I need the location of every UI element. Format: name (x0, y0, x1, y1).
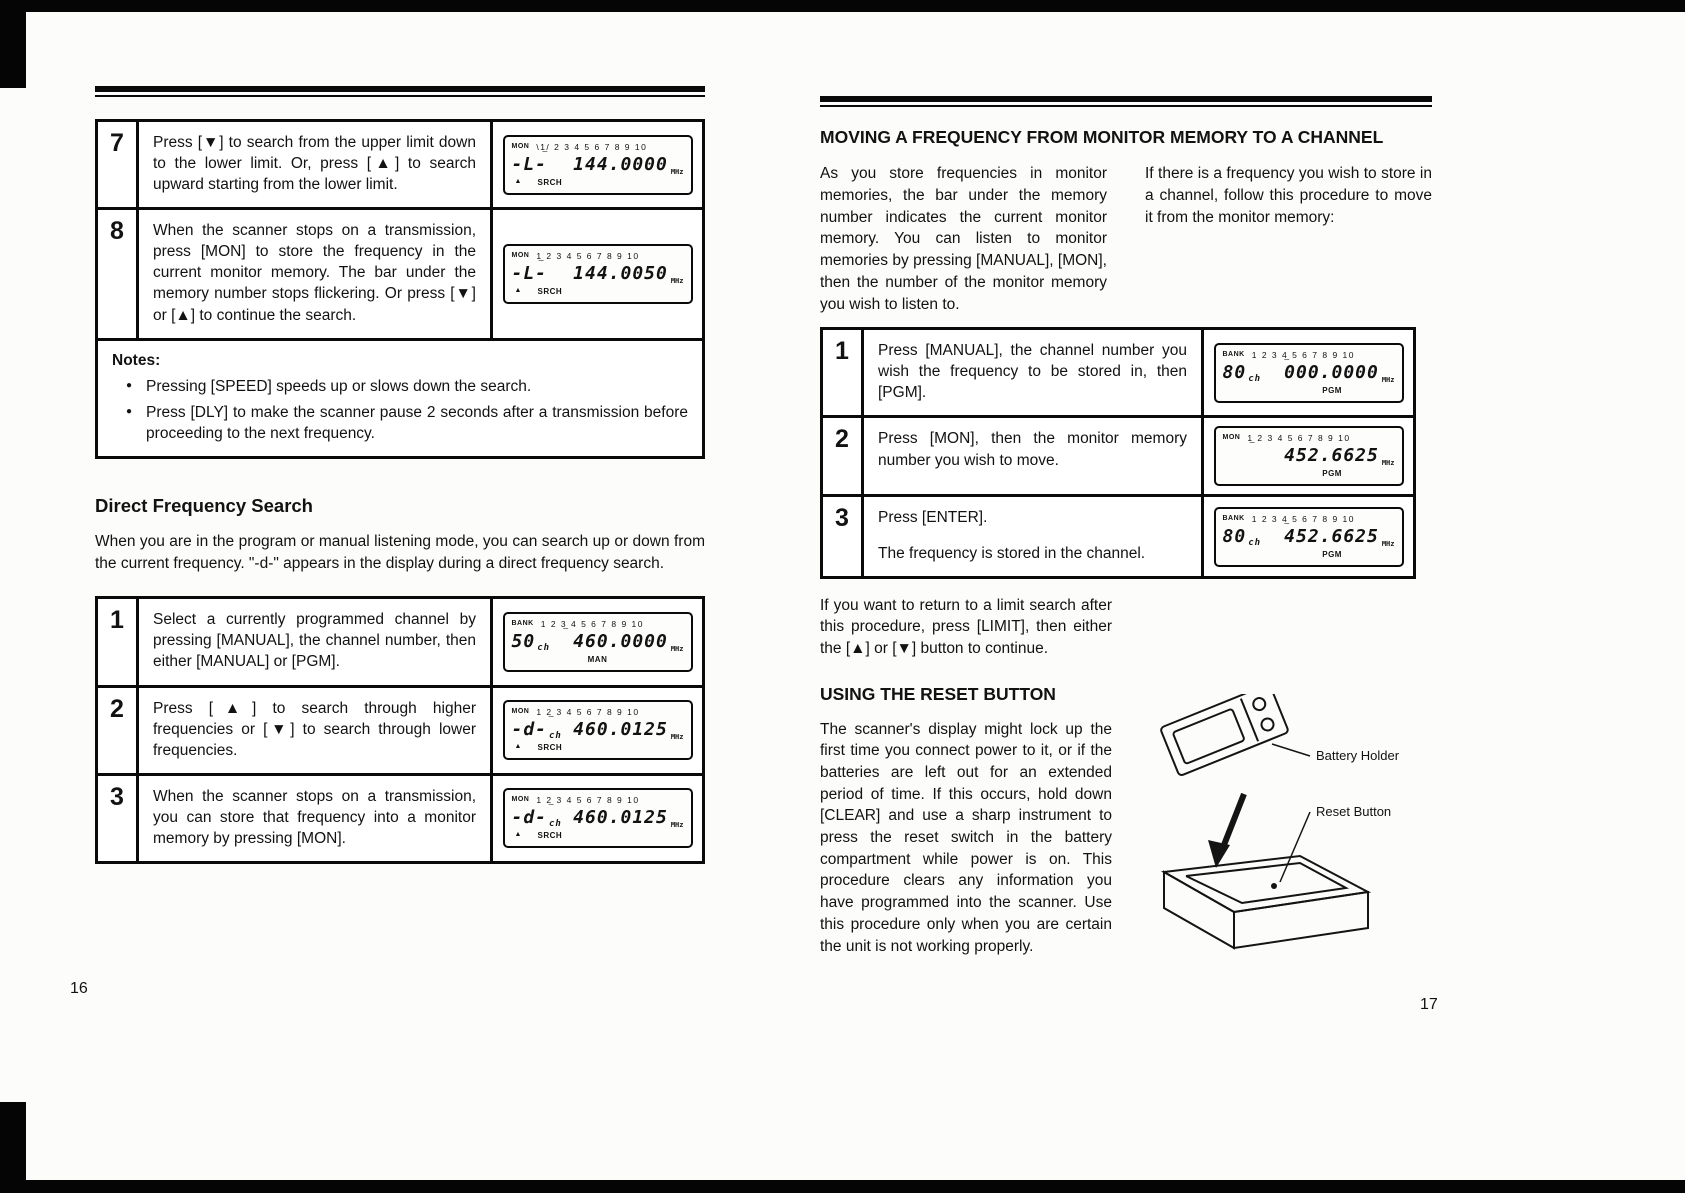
step-number: 3 (98, 776, 139, 861)
lcd-indicator-row (512, 707, 684, 719)
note-text: Pressing [SPEED] speeds up or slows down the search. (146, 377, 532, 395)
note-item (112, 402, 688, 444)
reset-button-label: Reset Button (1316, 804, 1392, 819)
lcd-cell (490, 776, 702, 861)
lcd-mhz-label: MHz (1381, 539, 1395, 548)
lcd-memory-scale: 1 2 3 4̲ 5 6 7 8 9 10 (1251, 349, 1355, 360)
step-number: 7 (98, 122, 139, 207)
page-rule-thick (95, 86, 705, 92)
lcd-mode-row (512, 743, 684, 754)
lcd-display (1214, 343, 1404, 403)
lcd-mode-label: PGM (1322, 549, 1342, 559)
lcd-mode-row (1223, 386, 1395, 397)
lcd-mon-indicator: MON (1222, 434, 1241, 442)
lcd-bank-indicator: BANK (1222, 350, 1245, 358)
section-heading-direct-frequency-search: Direct Frequency Search (95, 494, 313, 516)
battery-holder-label: Battery Holder (1316, 748, 1400, 763)
lcd-up-arrow-icon: ▲ (514, 831, 522, 839)
lcd-ch-label: ch (537, 642, 551, 653)
lcd-prefix: -L- (511, 153, 548, 175)
bullet-icon: ● (126, 405, 133, 417)
step-row-1 (98, 599, 702, 687)
lcd-mhz-label: MHz (670, 733, 684, 742)
lcd-memory-scale: \1̲/ 2 3 4 5 6 7 8 9 10 (536, 141, 648, 152)
section-heading-reset-button: USING THE RESET BUTTON (820, 683, 1056, 704)
lcd-mon-indicator: MON (511, 251, 530, 259)
lcd-cell (490, 599, 702, 684)
lcd-mhz-label: MHz (1381, 459, 1395, 468)
step-number: 3 (823, 497, 864, 575)
lcd-frequency: 452.6625 (1284, 445, 1379, 467)
lcd-indicator-row (1223, 433, 1395, 445)
lcd-frequency-readout (512, 807, 684, 831)
step-instructions (864, 497, 1201, 575)
lcd-frequency: 460.0125 (573, 719, 668, 741)
step-number: 2 (823, 418, 864, 494)
step-instructions: Select a currently programmed channel by pressing [MANUAL], the channel number, then either [MANUAL] or [PGM]. (153, 611, 476, 671)
limit-search-return-paragraph: If you want to return to a limit search after this procedure, press [LIMIT], then either the [▲] or [▼] button to continue. (820, 596, 1112, 657)
section-intro-paragraph: When you are in the program or manual listening mode, you can search up or down from the current frequency. "-d-" appears in the display during a direct frequency search. (95, 532, 705, 572)
lcd-frequency-readout (512, 631, 684, 655)
lcd-display (503, 135, 693, 195)
reset-button-paragraph: The scanner's display might lock up the first time you connect power to it, or if the batteries are left out for an extended period of time. If this occurs, hold down [CLEAR] and use a sharp instrument to press the reset switch in the battery compartment while power is on. This procedure clears any information you have programmed into the scanner. Use this procedure only when you are certain the unit is not working properly. (820, 720, 1112, 955)
intro-column-1: As you store frequencies in monitor memories, the bar under the memory number indicates the current monitor memory. You can listen to monitor memories by pressing [MANUAL], [MON], then the number of the monitor memory you wish to listen to. (820, 165, 1107, 313)
lcd-up-arrow-icon: ▲ (514, 743, 522, 751)
step-text-line-2: The frequency is stored in the channel. (878, 544, 1146, 562)
lcd-ch-label: ch (1248, 537, 1262, 548)
lcd-mhz-label: MHz (670, 276, 684, 285)
lcd-cell (490, 122, 702, 207)
lcd-ch-label: ch (549, 731, 562, 742)
lcd-ch-label: ch (1248, 373, 1262, 384)
lcd-mon-indicator: MON (511, 142, 530, 150)
lcd-ch-label: ch (549, 819, 562, 830)
lcd-up-arrow-icon: ▲ (514, 286, 522, 294)
step-row-3 (823, 497, 1413, 575)
lcd-indicator-row (1223, 350, 1395, 362)
lcd-mode-label: SRCH (537, 286, 563, 296)
lcd-mode-label: SRCH (537, 177, 563, 187)
lcd-mode-row (512, 287, 684, 298)
step-instructions: Press [▲] to search through higher frequencies or [▼] to search through lower frequencies. (153, 699, 476, 759)
lcd-memory-scale: 1̲ 2 3 4 5 6 7 8 9 10 (1247, 433, 1351, 444)
lcd-mode-label: MAN (587, 654, 608, 664)
manual-page-16 (95, 86, 705, 864)
step-row-8 (98, 210, 702, 340)
lcd-frequency: 460.0000 (573, 630, 668, 652)
lcd-frequency-readout (1223, 526, 1395, 550)
step-text-line-1: Press [ENTER]. (878, 509, 988, 527)
notes-section (98, 341, 702, 456)
scanner-line-drawing (1160, 694, 1368, 948)
lcd-mode-label: SRCH (537, 831, 563, 841)
bullet-icon: ● (126, 379, 133, 391)
lcd-frequency: 452.6625 (1284, 525, 1379, 547)
lcd-display (503, 244, 693, 304)
lcd-mode-label: SRCH (537, 743, 563, 753)
note-text: Press [DLY] to make the scanner pause 2 seconds after a transmission before proceeding to the next frequency. (146, 403, 688, 442)
step-instructions: Press [▼] to search from the upper limit down to the lower limit. Or, press [▲] to search upward starting from the lower limit. (153, 134, 476, 194)
lcd-cell (1201, 497, 1413, 575)
step-instructions: When the scanner stops on a transmission, you can store that frequency into a monitor memory by pressing [MON]. (153, 787, 476, 847)
step-row-3 (98, 776, 702, 861)
lcd-mode-row (512, 831, 684, 842)
page-number-right: 17 (1420, 996, 1438, 1013)
lcd-frequency-readout (1223, 445, 1395, 469)
lcd-display (503, 612, 693, 672)
scan-edge-left-bottom (0, 1102, 26, 1193)
page-rule-thin (95, 95, 705, 97)
scan-edge-bottom (0, 1180, 1685, 1193)
lcd-display (503, 700, 693, 760)
lcd-mon-indicator: MON (511, 796, 530, 804)
lcd-frequency-readout (512, 263, 684, 287)
lcd-up-arrow-icon: ▲ (514, 177, 522, 185)
lcd-mhz-label: MHz (670, 821, 684, 830)
step-instructions: Press [MANUAL], the channel number you wish the frequency to be stored in, then [PGM]. (878, 342, 1187, 402)
intro-column-2: If there is a frequency you wish to store in a channel, follow this procedure to move it from the monitor memory: (1145, 165, 1432, 226)
lcd-frequency: 460.0125 (573, 807, 668, 829)
lcd-channel-number: 50 (511, 630, 536, 652)
step-row-2 (98, 688, 702, 776)
lcd-frequency-readout (512, 719, 684, 743)
lcd-mhz-label: MHz (670, 644, 684, 653)
step-number: 2 (98, 688, 139, 773)
step-row-1 (823, 330, 1413, 418)
lcd-memory-scale: 1̲ 2 3 4 5 6 7 8 9 10 (536, 250, 640, 261)
lcd-channel-number: 80 (1222, 361, 1247, 383)
two-column-intro (820, 163, 1432, 315)
lcd-memory-scale: 1 2̲ 3 4 5 6 7 8 9 10 (536, 707, 640, 718)
lcd-frequency: 144.0000 (573, 153, 668, 175)
lcd-mon-indicator: MON (511, 708, 530, 716)
lcd-bank-indicator: BANK (511, 619, 534, 627)
lcd-prefix: -d- (511, 719, 548, 741)
lcd-mode-label: PGM (1322, 469, 1342, 479)
lcd-mode-label: PGM (1322, 385, 1342, 395)
lcd-prefix: -L- (511, 262, 548, 284)
page-rule-thick (820, 96, 1432, 102)
lcd-frequency-readout (1223, 362, 1395, 386)
lcd-indicator-row (512, 251, 684, 263)
page-number-left: 16 (70, 980, 88, 997)
lcd-memory-scale: 1 2̲ 3 4 5 6 7 8 9 10 (536, 795, 640, 806)
lcd-mode-row (512, 178, 684, 189)
move-frequency-steps-table (820, 327, 1416, 578)
step-row-7 (98, 122, 702, 210)
lcd-frequency: 144.0050 (573, 262, 668, 284)
lcd-mode-row (1223, 550, 1395, 561)
page-rule-thin (820, 105, 1432, 107)
reset-illustration (1122, 694, 1456, 956)
lcd-display (1214, 426, 1404, 486)
scan-edge-top (0, 0, 1685, 12)
step-number: 1 (98, 599, 139, 684)
step-number: 8 (98, 210, 139, 337)
lcd-memory-scale: 1 2 3 4̲ 5 6 7 8 9 10 (1251, 513, 1355, 524)
lcd-bank-indicator: BANK (1222, 514, 1245, 522)
lcd-frequency: 000.0000 (1284, 361, 1379, 383)
manual-page-17 (820, 96, 1432, 957)
step-instructions: Press [MON], then the monitor memory number you wish to move. (878, 430, 1187, 469)
lcd-display (503, 788, 693, 848)
lcd-memory-scale: 1 2 3̲ 4 5 6 7 8 9 10 (540, 618, 644, 629)
note-item (112, 376, 688, 397)
lcd-frequency-readout (512, 154, 684, 178)
lcd-cell (1201, 330, 1413, 415)
step-instructions: When the scanner stops on a transmission, press [MON] to store the frequency in the current monitor memory. The bar under the memory number stops flickering. Or press [▼] or [▲] to continue the search. (153, 222, 476, 324)
section-heading-moving-frequency: MOVING A FREQUENCY FROM MONITOR MEMORY TO A CHANNEL (820, 127, 1384, 147)
direct-search-steps-table (95, 596, 705, 864)
lcd-mode-row (512, 655, 684, 666)
notes-title: Notes: (112, 351, 161, 369)
limit-search-steps-table (95, 119, 705, 459)
lcd-mhz-label: MHz (1381, 375, 1395, 384)
step-row-2 (823, 418, 1413, 497)
lcd-channel-number: 80 (1222, 525, 1247, 547)
lcd-cell (490, 210, 702, 337)
lcd-indicator-row (512, 795, 684, 807)
lcd-display (1214, 507, 1404, 567)
lcd-indicator-row (1223, 514, 1395, 526)
lcd-mhz-label: MHz (670, 167, 684, 176)
lcd-cell (1201, 418, 1413, 494)
lcd-mode-row (1223, 469, 1395, 480)
lcd-indicator-row (512, 619, 684, 631)
scan-edge-left-top (0, 0, 26, 88)
lcd-prefix: -d- (511, 807, 548, 829)
lcd-indicator-row (512, 142, 684, 154)
step-number: 1 (823, 330, 864, 415)
lcd-cell (490, 688, 702, 773)
